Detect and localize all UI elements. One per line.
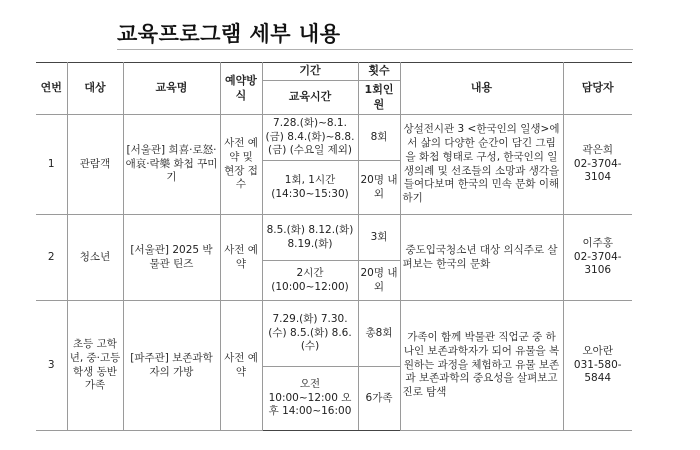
row-no: 3	[36, 301, 67, 431]
row-per-session: 20명 내외	[358, 161, 400, 215]
manager-name: 오아란	[582, 344, 613, 357]
manager-name: 곽은희	[582, 143, 613, 156]
header-no: 연번	[36, 63, 67, 115]
table-row	[36, 301, 632, 367]
row-manager	[563, 301, 632, 431]
row-program: [파주관] 보존과학자의 가방	[123, 301, 220, 431]
row-program: [서울관] 2025 박물관 틴즈	[123, 215, 220, 301]
row-edu-time: 오전 10:00~12:00 오후 14:00~16:00	[262, 367, 358, 431]
row-reservation: 사전 예약	[220, 301, 262, 431]
program-table	[36, 62, 632, 431]
row-manager	[563, 115, 632, 215]
row-content: 중도입국청소년 대상 의식주로 살펴보는 한국의 문화	[400, 215, 563, 301]
row-content: 상설전시관 3 <한국인의 일생>에서 삶의 다양한 순간이 담긴 그림을 화첩 형태로 구성, 한국인의 일생의례 및 선조들의 소망과 생각을 들여다보며 한국의 민속 문화 이해하기	[400, 115, 563, 215]
row-period: 7.28.(화)~8.1.(금) 8.4.(화)~8.8.(금) (수요일 제외)	[262, 115, 358, 161]
header-target: 대상	[67, 63, 123, 115]
row-program: [서울관] 희喜·로怒·애哀·락樂 화첩 꾸미기	[123, 115, 220, 215]
manager-phone: 031-580-5844	[573, 358, 622, 385]
row-count: 총8회	[358, 301, 400, 367]
row-count: 8회	[358, 115, 400, 161]
header-edu-time: 교육시간	[262, 81, 358, 115]
row-edu-time: 2시간 (10:00~12:00)	[262, 261, 358, 301]
row-edu-time: 1회, 1시간 (14:30~15:30)	[262, 161, 358, 215]
table-row	[36, 215, 632, 261]
manager-phone: 02-3704-3106	[573, 250, 622, 277]
manager-name: 이주홍	[582, 236, 613, 249]
header-period: 기간	[262, 63, 358, 81]
row-count: 3회	[358, 215, 400, 261]
row-per-session: 20명 내외	[358, 261, 400, 301]
page-title: 교육프로그램 세부 내용	[117, 22, 341, 46]
row-manager	[563, 215, 632, 301]
row-target: 청소년	[67, 215, 123, 301]
header-program: 교육명	[123, 63, 220, 115]
header-reservation: 예약방식	[220, 63, 262, 115]
header-count: 횟수	[358, 63, 400, 81]
row-no: 1	[36, 115, 67, 215]
header-content: 내용	[400, 63, 563, 115]
row-content: 가족이 함께 박물관 직업군 중 하나인 보존과학자가 되어 유물을 복원하는 과정을 체험하고 유물 보존과 보존과학의 중요성을 살펴보고 진로 탐색	[400, 301, 563, 431]
row-target: 초등 고학년, 중·고등 학생 동반 가족	[67, 301, 123, 431]
header-per-session: 1회인원	[358, 81, 400, 115]
row-period: 8.5.(화) 8.12.(화) 8.19.(화)	[262, 215, 358, 261]
row-reservation: 사전 예약 및 현장 접수	[220, 115, 262, 215]
title-divider	[117, 49, 633, 50]
manager-phone: 02-3704-3104	[573, 157, 622, 184]
row-reservation: 사전 예약	[220, 215, 262, 301]
row-target: 관람객	[67, 115, 123, 215]
row-per-session: 6가족	[358, 367, 400, 431]
row-no: 2	[36, 215, 67, 301]
table-row	[36, 115, 632, 161]
header-manager: 담당자	[563, 63, 632, 115]
row-period: 7.29.(화) 7.30.(수) 8.5.(화) 8.6.(수)	[262, 301, 358, 367]
